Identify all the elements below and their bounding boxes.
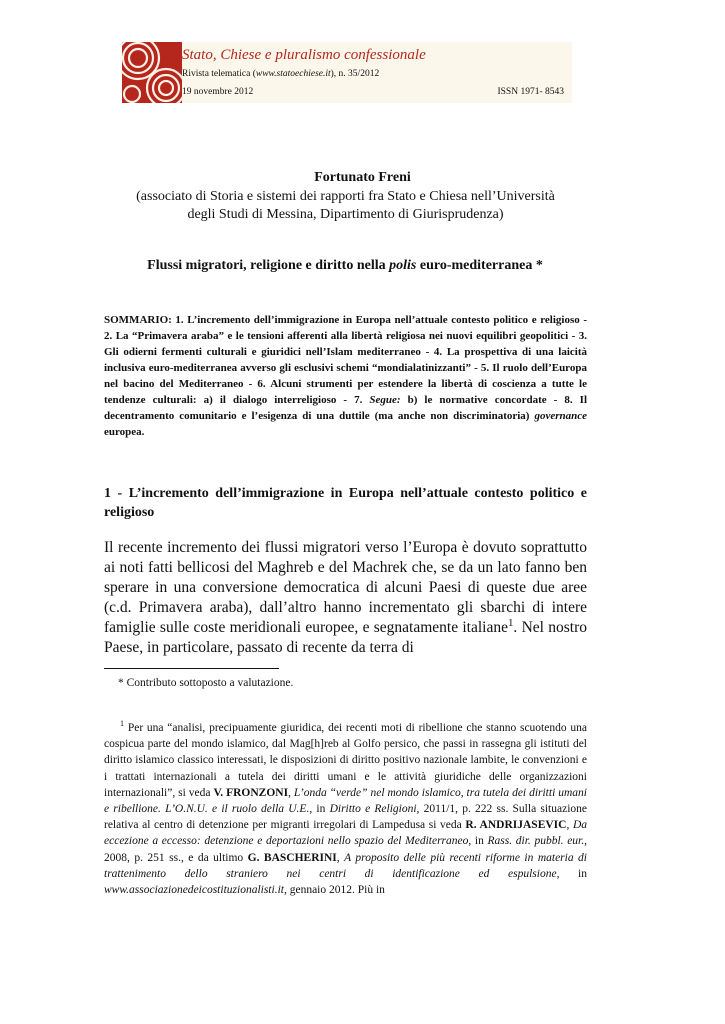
paper-title: [0, 258, 690, 274]
fn1-text-5: ,: [566, 819, 573, 832]
summary-segue: Segue:: [369, 394, 401, 406]
author-name: Fortunato Freni: [314, 170, 411, 185]
journal-url: www.statoechiese.it: [255, 69, 331, 79]
issn: ISSN 1971- 8543: [497, 87, 564, 97]
fn1-work-1: L’onda “verde” nel mondo islamico, tra tutela dei diritti umani e ribellione. L’O.N.U. e il ruolo della U.E.: [104, 786, 587, 816]
paragraph-part-2: . Nel nostro Paese, in particolare, passato di recente da terra di: [104, 619, 587, 656]
fn1-text-3: , in: [309, 803, 330, 816]
fn1-journal-1: Diritto e Religioni: [329, 803, 417, 816]
fn1-author-3: G. BASCHERINI: [247, 851, 337, 864]
fn1-website: www.associazionedeicostituzionalisti.it: [104, 884, 284, 897]
summary-part-3: europea.: [104, 426, 145, 438]
affiliation-line-2: degli Studi di Messina, Dipartimento di Giurisprudenza): [187, 207, 504, 222]
fn1-text-9: , in: [556, 867, 587, 880]
footnote-divider: [104, 668, 279, 669]
journal-subtitle: [182, 69, 379, 79]
fn1-text-10: , gennaio 2012. Più in: [283, 884, 385, 897]
affiliation-line-1: (associato di Storia e sistemi dei rapporti fra Stato e Chiesa nell’Università: [136, 189, 555, 204]
issue-date: 19 novembre 2012: [182, 87, 254, 97]
section-1-heading: 1 - L’incremento dell’immigrazione in Europa nell’attuale contesto politico e religioso: [104, 486, 587, 520]
fn1-work-3: A proposito delle più recenti riforme in materia di trattenimento dello straniero nei centri di identificazione ed espulsione: [104, 851, 587, 880]
footnote-star: * Contributo sottoposto a valutazione.: [118, 677, 294, 689]
section-1-paragraph: [104, 538, 587, 658]
footnote-1-number: 1: [120, 719, 125, 729]
title-after: euro-mediterranea *: [416, 258, 543, 273]
paragraph-part-1: Il recente incremento dei flussi migratori verso l’Europa è dovuto soprattutto ai noti fatti bellicosi del Maghreb e del Machrek che, se da un lato fanno ben sperare in una conversione democratica di alcuni Paesi di queste due aree (c.d. Primavera araba), dall’altro hanno incrementato gli sbarchi di intere famiglie sulle coste meridionali europee, e segnatamente italiane: [104, 539, 587, 636]
fn1-text-2: ,: [288, 786, 294, 799]
journal-header: [122, 42, 572, 103]
summary-part-1: SOMMARIO: 1. L’incremento dell’immigrazione in Europa nell’attuale contesto politico e religioso - 2. La “Primavera araba” e le tensioni afferenti alla libertà religiosa nei nuovi equilibri geopolitici - 3. Gli odierni fermenti culturali e giuridici nell’Islam mediterraneo - 4. La prospettiva di una laicità inclusiva euro-mediterranea avverso gli esclusivi schemi “mondialatinizzanti” - 5. Il ruolo dell’Europa nel bacino del Mediterraneo - 6. Alcuni strumenti per estendere la libertà di coscienza a tutte le tendenze culturali: a) il dialogo interreligioso - 7.: [104, 314, 587, 406]
fn1-journal-2: Rass. dir. pubbl. eur.: [487, 835, 585, 848]
journal-logo-icon: [122, 42, 182, 103]
fn1-text-6: , in: [468, 835, 488, 848]
title-before: Flussi migratori, religione e diritto nella: [147, 258, 390, 273]
title-italic: polis: [389, 258, 417, 273]
fn1-text-8: ,: [336, 851, 345, 864]
author-affiliation: [104, 188, 587, 224]
footnote-ref-1: 1: [507, 616, 514, 629]
fn1-author-1: V. FRONZONI: [213, 786, 289, 799]
fn1-work-2: Da eccezione a eccesso: detenzione e deportazioni nello spazio del Mediterraneo: [104, 819, 588, 848]
summary-governance: governance: [534, 410, 587, 422]
subtitle-suffix: ), n. 35/2012: [330, 69, 380, 79]
summary-part-2: b) le normative concordate - 8. Il decentramento comunitario e l’esigenza di una duttile (ma anche non discriminatoria): [104, 394, 587, 422]
footnote-1: [104, 720, 587, 898]
subtitle-prefix: Rivista telematica (: [182, 69, 256, 79]
fn1-author-2: R. ANDRIJASEVIC: [465, 819, 567, 832]
fn1-text-7: , 2008, p. 251 ss., e da ultimo: [104, 835, 587, 864]
fn1-text-4: , 2011/1, p. 222 ss. Sulla situazione relativa al centro di detenzione per migranti irregolari di Lampedusa si veda: [104, 803, 588, 832]
journal-title: Stato, Chiese e pluralismo confessionale: [182, 47, 426, 63]
fn1-text-1: Per una “analisi, precipuamente giuridica, dei recenti moti di ribellione che stanno scuotendo una cospicua parte del mondo islamico, dal Mag[h]reb al Golfo persico, che passi in rassegna gli istituti del diritto islamico classico interessati, le disposizioni di diritto positivo nazionale lambite, le convenzioni e i trattati internazionali a tutela dei diritti umani e le attività giuridiche delle organizzazioni internazionali”, si veda: [104, 722, 587, 799]
summary: [104, 312, 587, 440]
